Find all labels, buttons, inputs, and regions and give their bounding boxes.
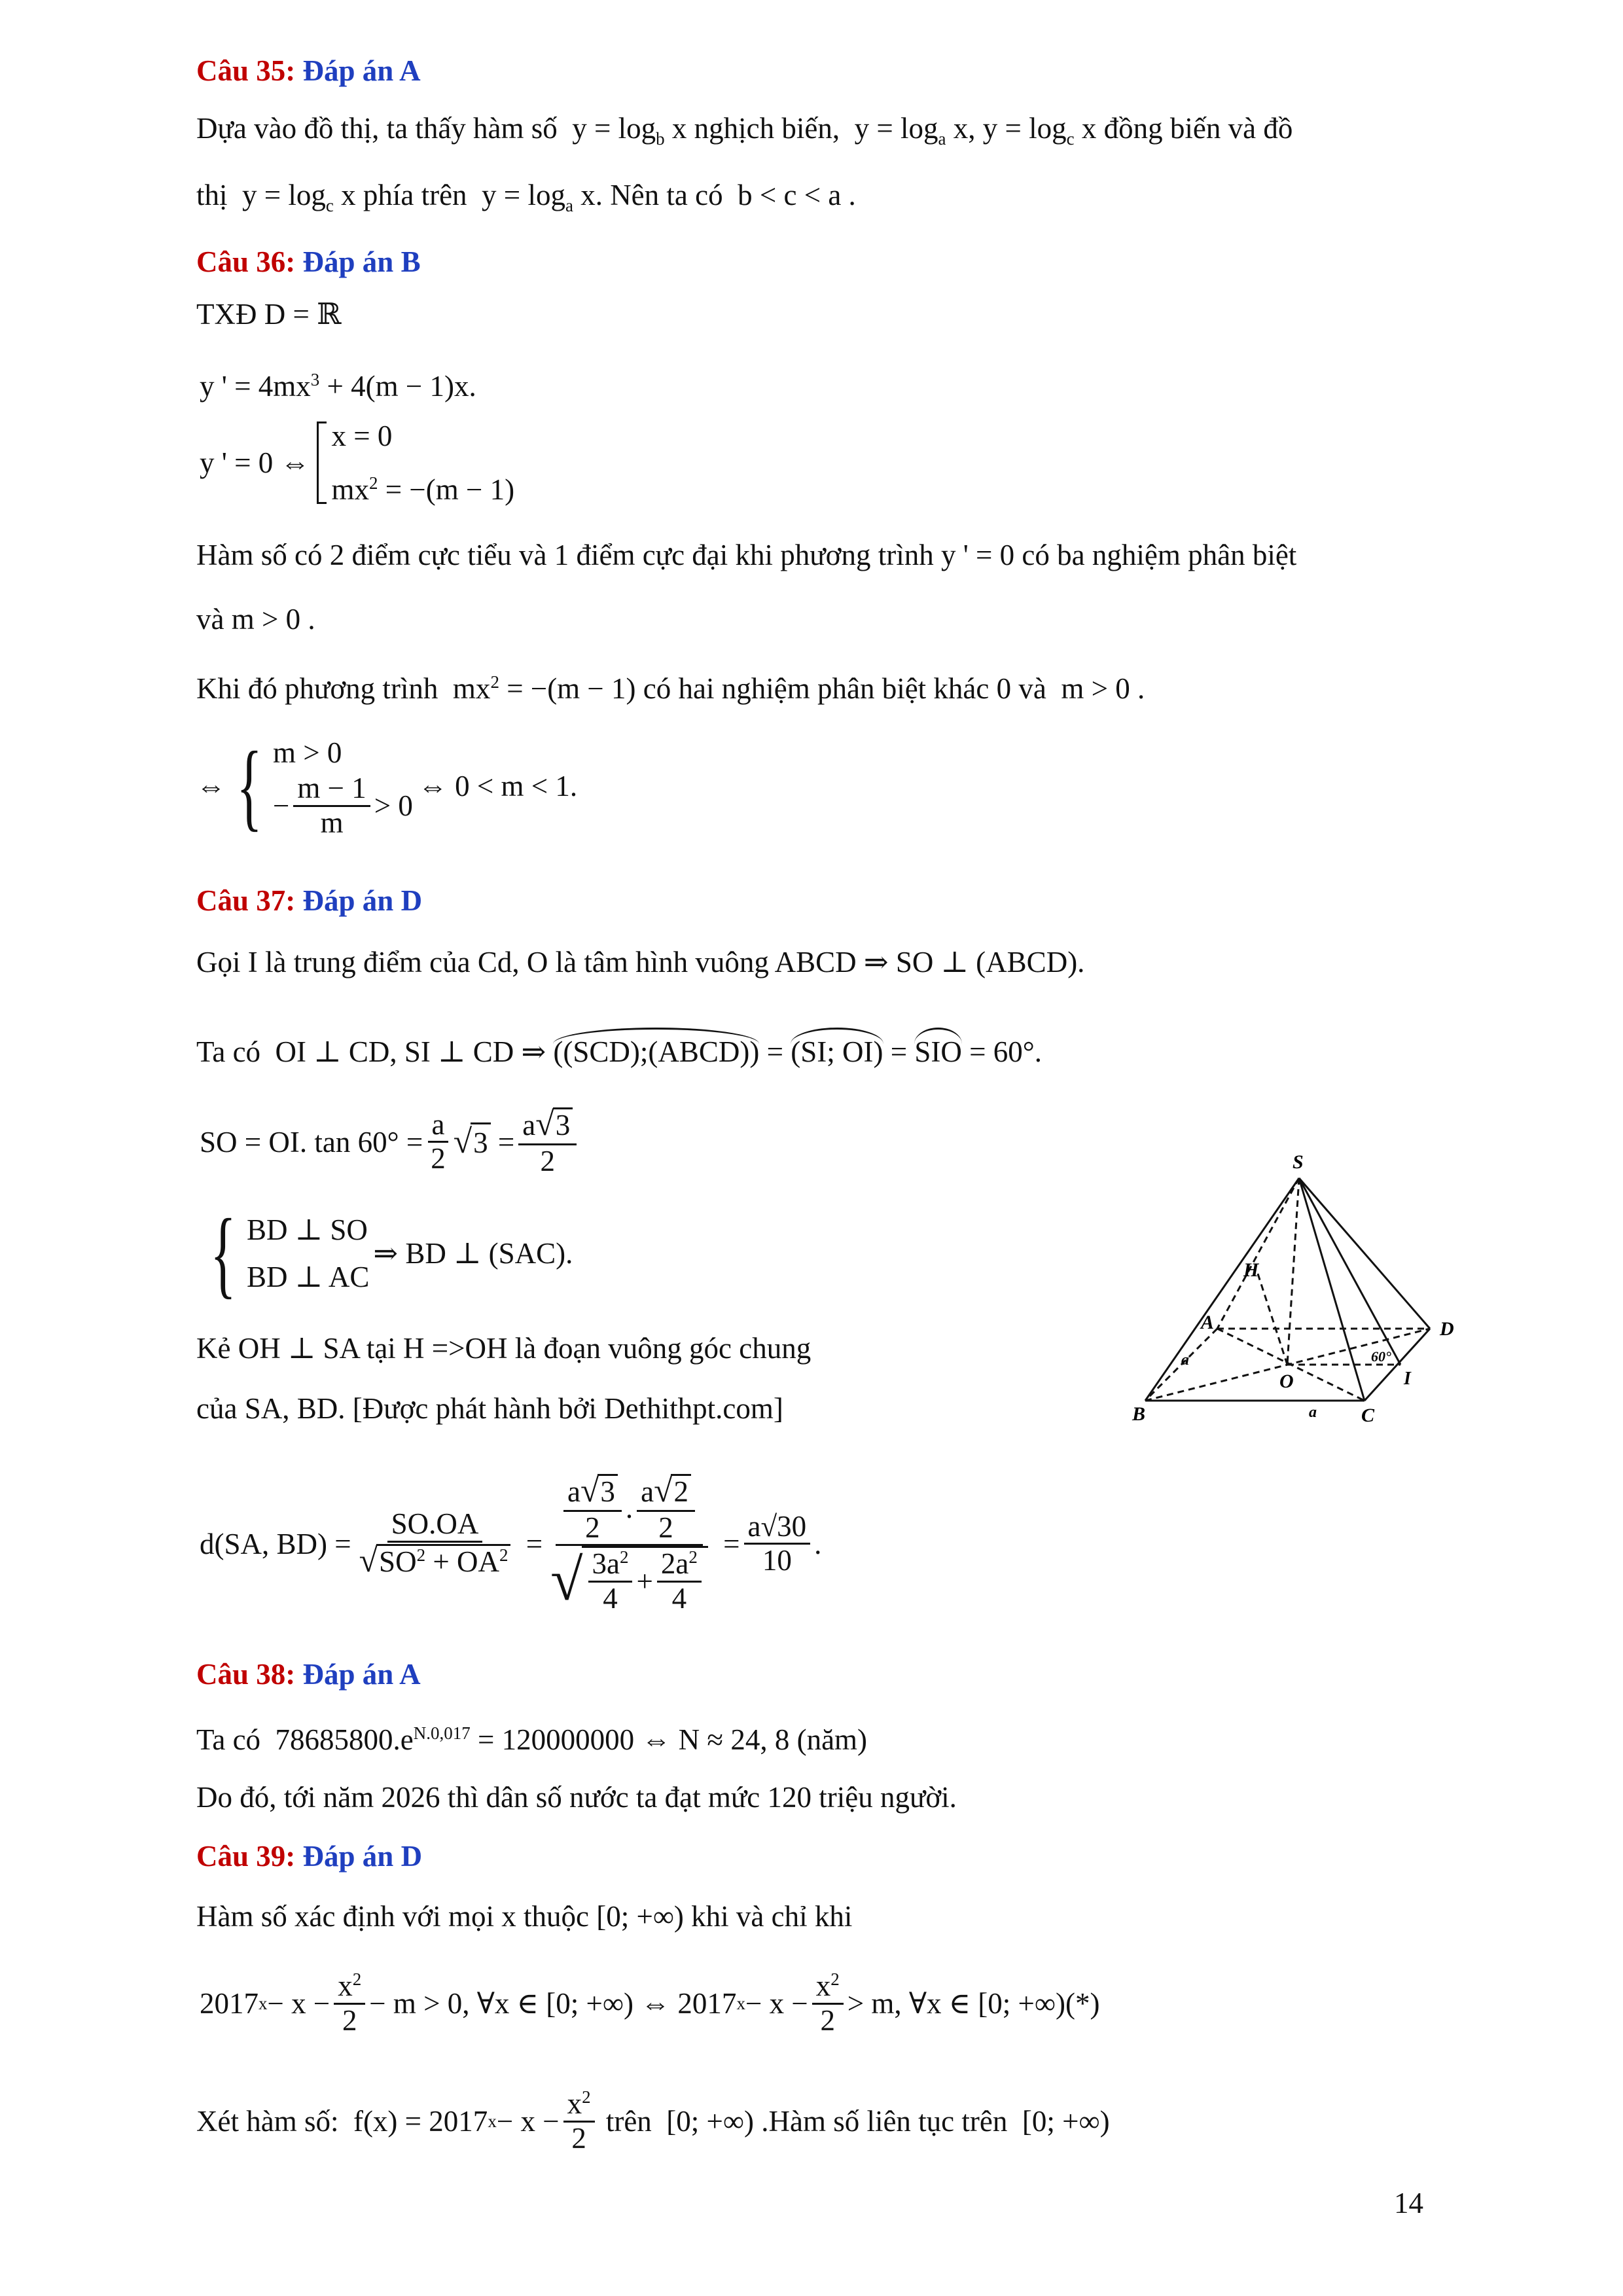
q39-heading	[196, 1838, 422, 1874]
label-i: I	[1404, 1369, 1411, 1389]
label-c: C	[1361, 1405, 1375, 1426]
q38-line2: Do đó, tới năm 2026 thì dân số nước ta đạt mức 120 triệu người.	[196, 1781, 957, 1814]
q36-heading	[196, 243, 421, 280]
q36-final-system: ⇔ { m > 0 − $\frac{m - 1}{m}$ > 0 ⇔ 0 < m < 1.	[196, 732, 578, 840]
q36-txd: TXĐ D = ℝ	[196, 298, 342, 331]
q37-brace: {	[210, 1199, 236, 1308]
q36-case1: x = 0	[331, 420, 393, 452]
q37-oh: Kẻ OH ⊥ SA tại H =>OH là đoạn vuông góc chung	[196, 1332, 812, 1365]
q37-distance: d(SA, BD) = $\frac{SO.OA}{√SO^2 + OA^2}$ = $\frac{a√3}{2}$ . $\frac{a√2}{2}$ √ $\frac{3a^2}{4}$ + $\frac{2a^2}{4}$ = $\frac{a√30}{10}$ .	[200, 1472, 822, 1615]
q39-answer: Đáp án D	[302, 1840, 423, 1873]
q38-line1: Ta có $78685800.e^{N.0,017} = 120000000$ ⇔ N ≈ 24, 8 (năm)	[196, 1723, 868, 1756]
q37-title: Câu 37:	[196, 884, 296, 917]
pyramid-figure	[1126, 1139, 1492, 1427]
q37-line2: Ta có OI ⊥ CD, SI ⊥ CD ⇒ ((SCD);(ABCD)) = (SI; OI) = SIO = 60°.	[196, 1028, 1042, 1070]
q37-so: SO = OI. tan 60° = $\frac{a}{2}$ √ 3 = $\frac{a√3}{2}$	[200, 1106, 580, 1177]
label-a2: a	[1309, 1404, 1317, 1421]
q36-text3: Khi đó phương trình $mx^2 = -(m - 1)$ có hai nghiệm phân biệt khác 0 và m > 0 .	[196, 672, 1145, 705]
label-o: O	[1279, 1371, 1294, 1392]
q36-system	[200, 412, 514, 513]
q37-answer: Đáp án D	[302, 884, 423, 917]
label-a1: a	[1181, 1352, 1189, 1369]
q37-so-eq: SO = OI. tan 60° =	[200, 1125, 423, 1158]
q38-heading	[196, 1656, 421, 1693]
q36-sys-r: ⇔ 0 < m < 1.	[418, 770, 578, 802]
q36-title: Câu 36:	[196, 245, 296, 278]
label-s: S	[1293, 1151, 1304, 1173]
q39-title: Câu 39:	[196, 1840, 296, 1873]
q36-sys1: m > 0	[273, 736, 342, 769]
page-number: 14	[1394, 2187, 1423, 2219]
q37-oh2: của SA, BD. [Được phát hành bởi Dethithpt.com]	[196, 1392, 783, 1425]
q37-bd-system	[200, 1199, 573, 1308]
q38-answer: Đáp án A	[302, 1658, 421, 1691]
q37-heading	[196, 882, 422, 919]
q36-brace: {	[236, 732, 262, 840]
q37-dist-num: SO.OA	[387, 1508, 483, 1543]
label-angle: 60°	[1371, 1348, 1391, 1365]
q36-answer: Đáp án B	[302, 245, 421, 278]
q37-dist-res: a√30	[744, 1511, 811, 1545]
label-d: D	[1440, 1318, 1454, 1340]
q36-text1: Hàm số có 2 điểm cực tiểu và 1 điểm cực đại khi phương trình y ' = 0 có ba nghiệm phân biệt	[196, 539, 1297, 571]
q39-line1: Hàm số xác định với mọi x thuộc [0; +∞) khi và chỉ khi	[196, 1900, 853, 1933]
q35-answer: Đáp án A	[302, 54, 421, 87]
q39-line3: Xét hàm số: f(x) = 2017 x − x − $\frac{x^2}{2}$ trên [0; +∞) .Hàm số liên tục trên [0; +∞)	[196, 2087, 1110, 2155]
q39-line2: 2017 x − x − $\frac{x^2}{2}$ − m > 0, ∀x ∈ [0; +∞) ⇔ 2017 x − x − $\frac{x^2}{2}$ > m, ∀x ∈ [0; +∞)(*)	[200, 1969, 1100, 2037]
q37-bd2: BD ⊥ AC	[247, 1261, 370, 1293]
q36-case2: $mx^2 = -(m - 1)$	[331, 473, 515, 506]
label-b: B	[1132, 1403, 1146, 1425]
label-h: H	[1243, 1259, 1259, 1281]
q36-eq-lhs: y ' = 0 ⇔	[200, 446, 310, 479]
q37-bd1: BD ⊥ SO	[247, 1213, 368, 1246]
q37-dist-res-den: 10	[762, 1544, 792, 1577]
q36-sys2-num: m − 1	[293, 772, 370, 807]
q36-sys2-den: m	[320, 806, 344, 839]
label-a: A	[1201, 1312, 1215, 1333]
q36-text2: và m > 0 .	[196, 603, 315, 636]
q35-heading	[196, 52, 421, 89]
q36-bracket	[317, 422, 327, 504]
q37-bd-res: ⇒ BD ⊥ (SAC).	[373, 1237, 573, 1270]
q36-derivative: y ' = $4mx^3 + 4(m - 1)x$.	[200, 370, 476, 403]
q36-sys-l: ⇔	[196, 770, 226, 802]
q35-title: Câu 35:	[196, 54, 296, 87]
q35-line1: Dựa vào đồ thị, ta thấy hàm số $y = \log_b x$ nghịch biến, $y = \log_a x$, $y = \log_c x$ đồng biến và đồ	[196, 112, 1293, 149]
q37-line1: Gọi I là trung điểm của Cd, O là tâm hình vuông ABCD ⇒ SO ⊥ (ABCD).	[196, 946, 1085, 978]
q38-title: Câu 38:	[196, 1658, 296, 1691]
q37-dist-lhs: d(SA, BD) =	[200, 1527, 351, 1560]
q35-line2: thị $y = \log_c x$ phía trên $y = \log_a x$. Nên ta có b < c < a .	[196, 179, 856, 215]
